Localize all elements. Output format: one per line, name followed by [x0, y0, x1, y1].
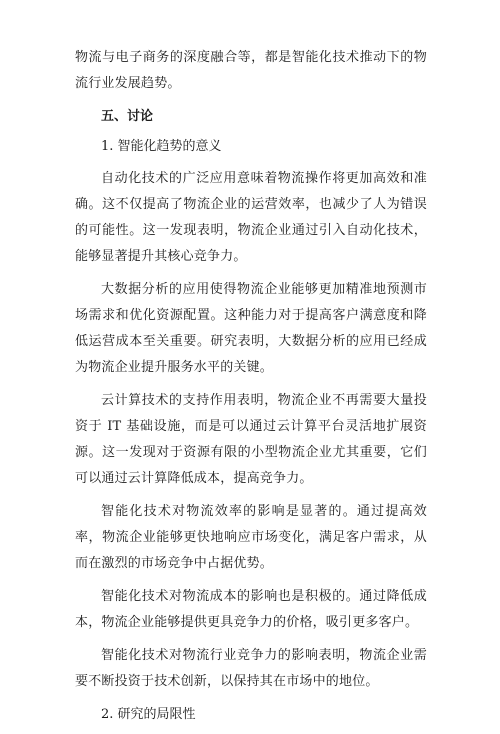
paragraph-big-data: 大数据分析的应用使得物流企业能够更加精准地预测市场需求和优化资源配置。这种能力对于提高客户满意度和降低运营成本至关重要。研究表明，大数据分析的应用已经成为物流企业提升服务水平的关键。 — [75, 282, 427, 375]
section-heading-discussion: 五、讨论 — [101, 109, 154, 124]
subheading-significance: 1. 智能化趋势的意义 — [101, 139, 222, 154]
document-body — [75, 45, 427, 734]
paragraph-automation: 自动化技术的广泛应用意味着物流操作将更加高效和准确。这不仅提高了物流企业的运营效率，也减少了人为错误的可能性。这一发现表明，物流企业通过引入自动化技术，能够显著提升其核心竞争力。 — [75, 171, 427, 264]
paragraph-cost: 智能化技术对物流成本的影响也是积极的。通过降低成本，物流企业能够提供更具竞争力的价格，吸引更多客户。 — [75, 589, 427, 630]
paragraph-competitiveness: 智能化技术对物流行业竞争力的影响表明，物流企业需要不断投资于技术创新，以保持其在市场中的地位。 — [75, 648, 427, 689]
subheading-limitations: 2. 研究的局限性 — [101, 707, 196, 722]
continuation-paragraph: 物流与电子商务的深度融合等，都是智能化技术推动下的物流行业发展趋势。 — [75, 50, 427, 91]
paragraph-cloud-computing: 云计算技术的支持作用表明，物流企业不再需要大量投资于 IT 基础设施，而是可以通过云计算平台灵活地扩展资源。这一发现对于资源有限的小型物流企业尤其重要，它们可以通过云计算降低成本，提高竞争力。 — [75, 393, 427, 486]
paragraph-efficiency: 智能化技术对物流效率的影响是显著的。通过提高效率，物流企业能够更快地响应市场变化，满足客户需求，从而在激烈的市场竞争中占据优势。 — [75, 504, 427, 571]
